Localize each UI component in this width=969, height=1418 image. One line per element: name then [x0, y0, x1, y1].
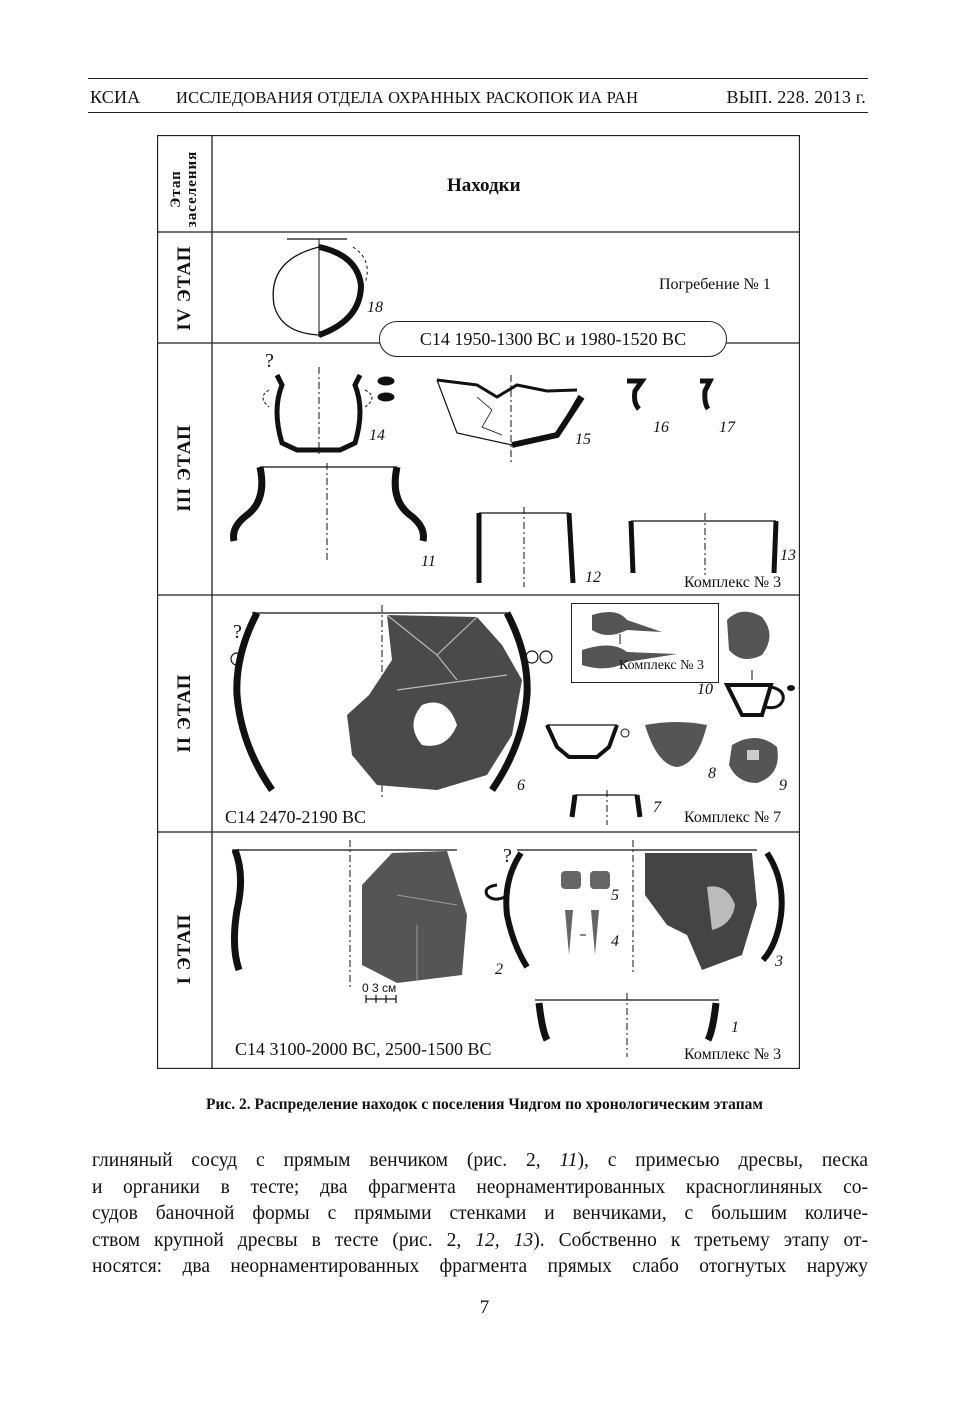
vessel-9	[729, 738, 778, 783]
stage-label-i: I ЭТАП	[174, 913, 195, 985]
vessel-15	[437, 375, 582, 465]
vessel-10	[727, 612, 795, 715]
stage-label-ii: II ЭТАП	[174, 673, 195, 753]
c14-dates-i: C14 3100-2000 BC, 2500-1500 BC	[235, 1039, 492, 1059]
body-line: глиняный сосуд с прямым венчиком (рис. 2, 11), с примесью дресвы, песка	[92, 1150, 868, 1171]
col-header-finds: Находки	[447, 175, 521, 196]
figure-caption: Рис. 2. Распределение находок с поселения Чидгом по хронологическим этапам	[206, 1096, 763, 1113]
find-number-16: 16	[653, 419, 669, 436]
c14-dates-ii: C14 2470-2190 BC	[225, 807, 367, 827]
body-line: и органики в тесте; два фрагмента неорнаментированных красноглиняных со-	[92, 1176, 868, 1198]
vessel-11	[234, 463, 424, 563]
find-number-11: 11	[421, 553, 436, 570]
complex-label-ii: Комплекс № 7	[684, 809, 782, 826]
body-line: носятся: два неорнаментированных фрагмента прямых слабо отогнутых наружу	[92, 1256, 868, 1277]
series-title: ИССЛЕДОВАНИЯ ОТДЕЛА ОХРАННЫХ РАСКОПОК ИА РАН	[176, 88, 639, 107]
find-number-12: 12	[585, 569, 601, 586]
find-number-6: 6	[517, 777, 525, 794]
find-number-3: 3	[775, 953, 783, 970]
figure-table	[157, 135, 800, 1069]
vessel-6	[231, 605, 552, 800]
journal-abbrev: КСИА	[90, 87, 141, 107]
vessel-8	[547, 722, 707, 767]
vessel-18	[273, 239, 367, 337]
issue-info: ВЫП. 228. 2013 г.	[726, 87, 866, 107]
find-number-15: 15	[575, 431, 591, 448]
find-number-14: 14	[369, 427, 385, 444]
page-number: 7	[479, 1297, 490, 1318]
find-number-7: 7	[653, 799, 661, 816]
complex-label-i: Комплекс № 3	[684, 1046, 782, 1063]
find-number-13: 13	[780, 547, 796, 564]
beads-5-4	[561, 871, 610, 955]
find-number-10: 10	[697, 681, 713, 698]
running-header	[88, 78, 868, 116]
complex-label-iii: Комплекс № 3	[684, 574, 782, 591]
find-number-8: 8	[708, 765, 716, 782]
find-number-17: 17	[719, 419, 735, 436]
scale-bar	[366, 995, 396, 1003]
stage-label-iii: III ЭТАП	[174, 424, 195, 512]
burial-label: Погребение № 1	[659, 276, 771, 293]
question-mark-i: ?	[503, 845, 512, 867]
vessel-3	[486, 840, 782, 975]
find-number-4: 4	[611, 933, 619, 950]
header-rule-bottom	[88, 112, 868, 113]
find-number-1: 1	[731, 1019, 739, 1036]
find-number-9: 9	[779, 777, 787, 794]
c14-dates-iv: C14 1950-1300 BC и 1980-1520 BC	[379, 321, 727, 357]
stage-label-iv: IV ЭТАП	[174, 245, 195, 331]
vessel-12	[479, 507, 573, 587]
vessel-13	[631, 513, 776, 575]
inset-complex-label: Комплекс № 3	[619, 658, 704, 673]
col-header-stage-line2: заселения	[184, 150, 200, 228]
body-paragraph	[92, 1148, 868, 1281]
body-line: судов баночной формы с прямыми стенками и венчиками, с большим количе-	[92, 1203, 868, 1224]
find-number-18: 18	[367, 299, 383, 316]
question-mark-ii: ?	[233, 621, 242, 643]
header-rule-top	[88, 78, 868, 79]
col-header-stage	[168, 147, 200, 231]
vessel-7	[572, 790, 640, 825]
find-number-5: 5	[611, 887, 619, 904]
body-line: ством крупной дресвы в тесте (рис. 2, 12, 13). Собственно к третьему этапу от-	[92, 1229, 868, 1251]
col-header-stage-line1: Этап	[168, 170, 184, 208]
fragments-16-17	[627, 381, 710, 409]
vessel-2	[232, 840, 467, 987]
question-mark-iii: ?	[265, 350, 274, 372]
scale-label: 0 3 см	[362, 981, 397, 995]
find-number-2: 2	[495, 961, 503, 978]
